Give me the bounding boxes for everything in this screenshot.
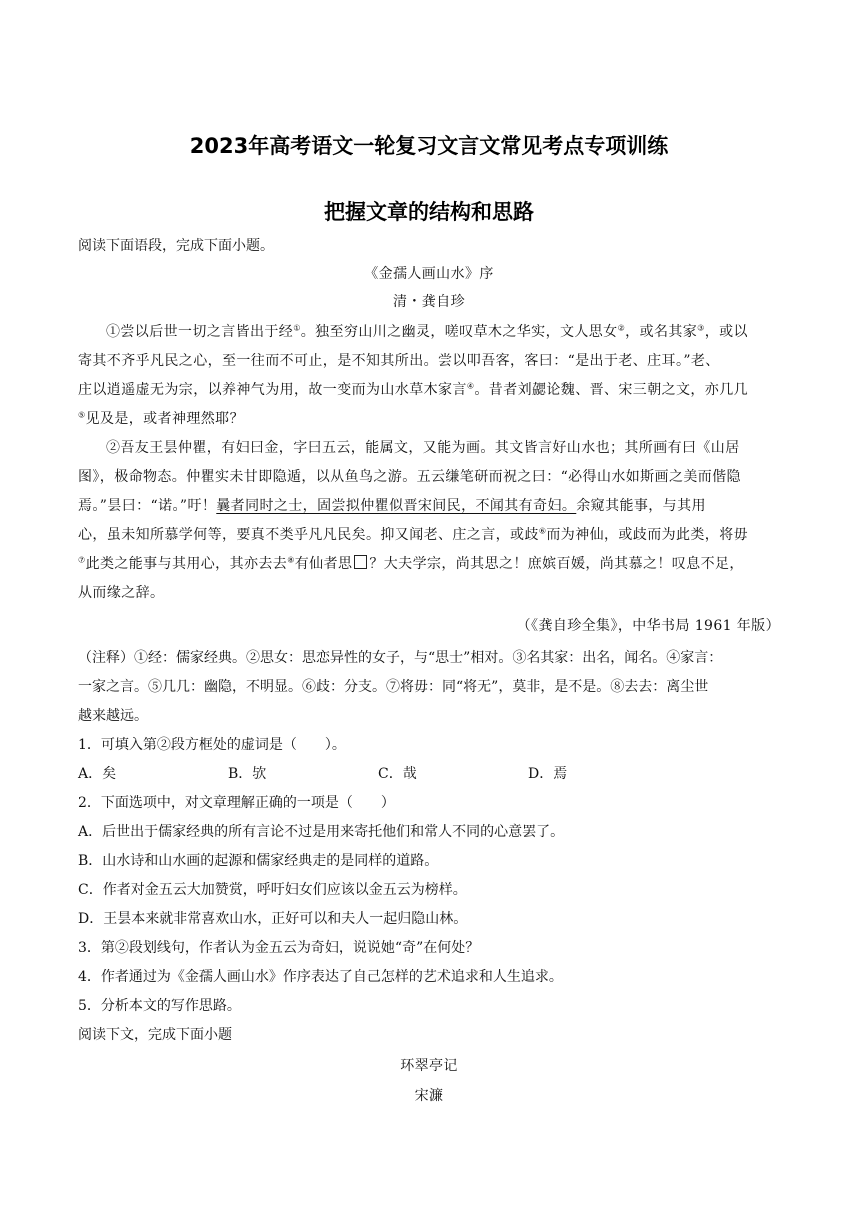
question-3: 3．第②段划线句，作者认为金五云为奇妇，说说她“奇”在何处？ — [78, 940, 480, 956]
document-subtitle: 把握文章的结构和思路 — [324, 200, 534, 224]
option-b: B．欤 — [228, 766, 267, 782]
question-4: 4．作者通过为《金孺人画山水》作序表达了自己怎样的艺术追求和人生追求。 — [78, 969, 563, 985]
paragraph-1-line-1 — [78, 322, 808, 342]
question-2-option-d: D．王昙本来就非常喜欢山水，正好可以和夫人一起归隐山林。 — [78, 911, 468, 927]
option-d: D．焉 — [528, 766, 568, 782]
text-span: 余窥其能事，与其用 — [576, 498, 706, 514]
footnote-ref: ① — [293, 323, 301, 333]
paragraph-2-line-5 — [78, 554, 780, 574]
text-span: 庄以逍遥虚无为宗，以养神气为用，故一变而为山水草木家言 — [78, 382, 467, 398]
paragraph-2-line-1: ②吾友王昙仲瞿，有妇曰金，字曰五云，能属文，又能为画。其文皆言好山水也；其所画有曰《山居 — [106, 440, 740, 456]
reading-instruction: 阅读下面语段，完成下面小题。 — [78, 238, 274, 254]
question-2: 2．下面选项中，对文章理解正确的一项是（ ） — [78, 795, 395, 811]
text-span: 。独至穷山川之幽灵，嗟叹草木之华实，文人思女 — [300, 324, 618, 340]
footnote-ref: ③ — [697, 323, 705, 333]
notes-line-3: 越来越远。 — [78, 708, 148, 724]
text-span: ①尝以后世一切之言皆出于经 — [106, 324, 294, 340]
underlined-sentence: 曩者同时之士，固尝拟仲瞿似晋宋间民，不闻其有奇妇。 — [216, 498, 577, 514]
paragraph-2-line-3 — [78, 496, 780, 516]
paragraph-1-line-4 — [78, 409, 780, 429]
question-5: 5．分析本文的写作思路。 — [78, 998, 241, 1014]
question-2-option-a: A．后世出于儒家经典的所有言论不过是用来寄托他们和常人不同的心意罢了。 — [78, 824, 565, 840]
passage-author: 清・龚自珍 — [393, 294, 465, 310]
text-span: ，或名其家 — [625, 324, 698, 340]
text-span: 。昔者刘勰论魏、晋、宋三朝之文，亦几几 — [474, 382, 748, 398]
reading-instruction-2: 阅读下文，完成下面小题 — [78, 1027, 232, 1043]
question-2-option-b: B．山水诗和山水画的起源和儒家经典走的是同样的道路。 — [78, 853, 439, 869]
footnote-ref: ④ — [466, 381, 475, 391]
question-2-option-c: C．作者对金五云大加赞赏，呼吁妇女们应该以金五云为榜样。 — [78, 882, 467, 898]
text-span: 此类之能事与其用心，其亦去去 — [85, 556, 288, 572]
notes-line-1: （注释）①经：儒家经典。②思女：思恋异性的女子，与“思士”相对。③名其家：出名，闻名。④家言： — [78, 650, 723, 666]
paragraph-2-line-4 — [78, 525, 780, 545]
text-span: 见及是，或者神理然耶？ — [85, 411, 244, 427]
footnote-ref: ⑤ — [78, 410, 86, 420]
text-span: 心，虽未知所慕学何等，要真不类乎凡凡民矣。抑又闻老、庄之言，或歧 — [78, 527, 539, 543]
footnote-ref: ⑥ — [538, 526, 547, 536]
text-span: 焉。”昙曰：“诺。”吁！ — [78, 498, 217, 514]
paragraph-2-line-6: 从而缘之辞。 — [78, 585, 165, 601]
footnote-ref: ② — [617, 323, 626, 333]
passage-2-author: 宋濂 — [414, 1088, 444, 1104]
footnote-ref: ⑧ — [287, 555, 295, 565]
paragraph-1-line-3 — [78, 380, 780, 400]
source-citation: （《龚自珍全集》，中华书局 1961 年版） — [516, 618, 780, 634]
footnote-ref: ⑦ — [78, 555, 86, 565]
option-a: A．矣 — [78, 766, 117, 782]
text-span: ？大夫学宗，尚其思之！庶嫔百媛，尚其慕之！叹息不足， — [369, 556, 744, 572]
question-1: 1．可填入第②段方框处的虚词是（ ）。 — [78, 737, 346, 753]
option-c: C．哉 — [378, 766, 417, 782]
text-span: 而为神仙，或歧而为此类，将毋 — [546, 527, 748, 543]
document-title: 2023年高考语文一轮复习文言文常见考点专项训练 — [189, 134, 669, 158]
passage-title: 《金孺人画山水》序 — [364, 266, 494, 282]
notes-line-2: 一家之言。⑤几几：幽隐，不明显。⑥歧：分支。⑦将毋：同“将无”，莫非，是不是。⑧去去：离尘世 — [78, 679, 709, 695]
paragraph-1-line-2: 寄其不齐乎凡民之心，至一往而不可止，是不知其所出。尝以叩吾客，客曰：“是出于老、庄耳。”老、 — [78, 353, 720, 369]
text-span: ，或以 — [704, 324, 748, 340]
blank-box — [354, 555, 367, 569]
passage-2-title: 环翠亭记 — [400, 1058, 458, 1074]
text-span: 有仙者思 — [294, 556, 353, 572]
paragraph-2-line-2: 图》，极命物态。仲瞿实未甘即隐遁，以从鱼鸟之游。五云缣笔研而祝之曰：“必得山水如斯画之美而偕隐 — [78, 469, 741, 485]
